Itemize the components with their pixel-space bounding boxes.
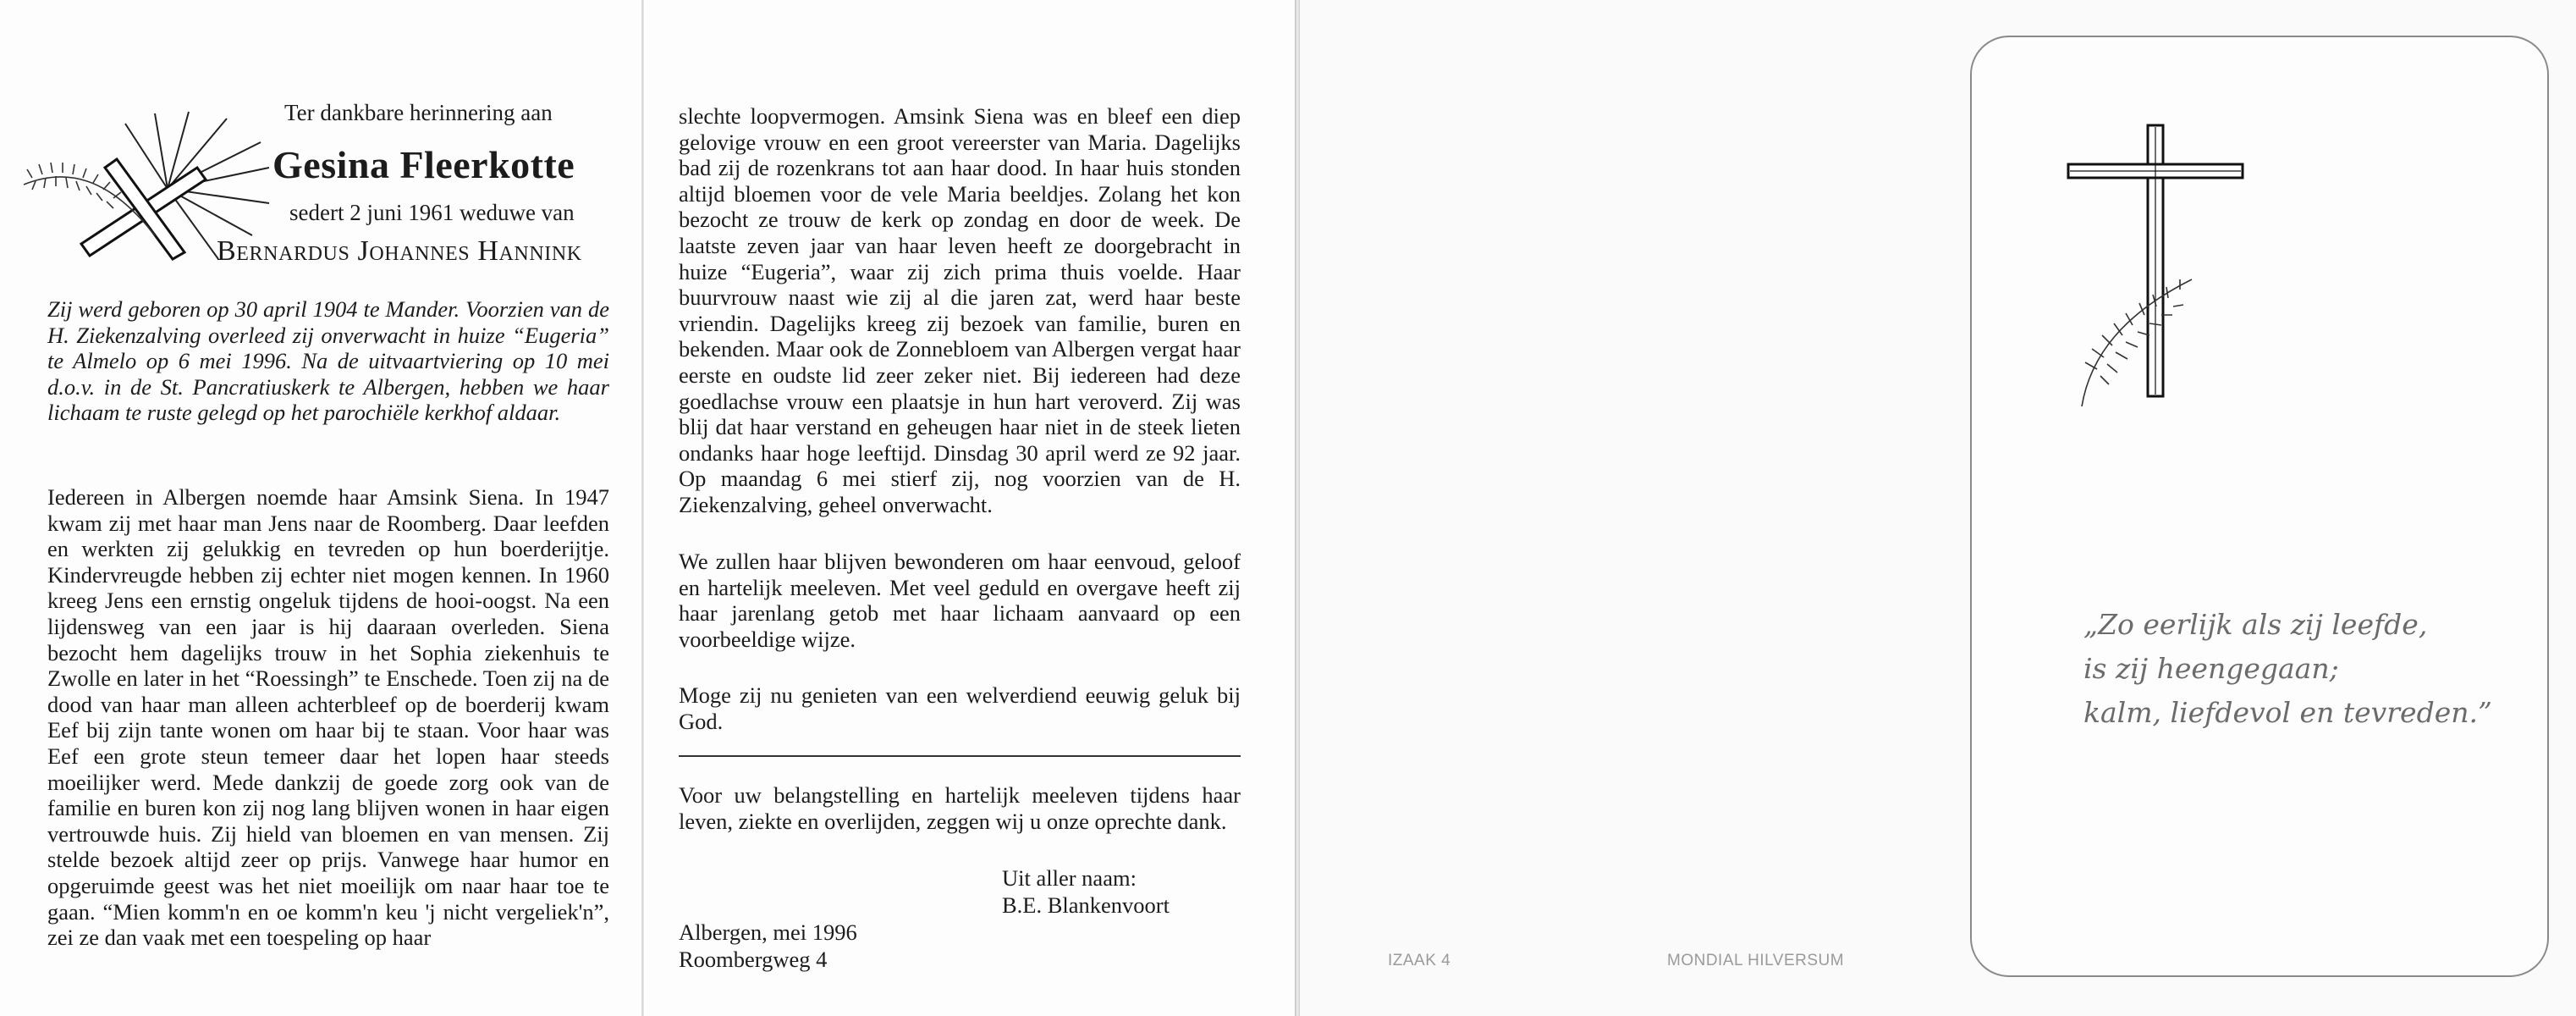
blessing-paragraph: Moge zij nu genieten van een welverdiend eeuwig geluk bij God. (679, 682, 1241, 734)
cross-with-palm-icon (2056, 119, 2251, 457)
dedication-line: Ter dankbare herinnering aan (284, 100, 553, 125)
place-date: Albergen, mei 1996 (679, 919, 857, 945)
print-code: IZAAK 4 (1388, 952, 1451, 969)
deceased-name: Gesina Fleerkotte (272, 143, 575, 186)
verse-line-2: is zij heengegaan; (2083, 652, 2339, 685)
memorial-verse (2083, 603, 2492, 735)
thanks-paragraph: Voor uw belangstelling en hartelijk meeleven tijdens haar leven, ziekte en overlijden, zeggen wij u onze oprechte dank. (679, 782, 1241, 834)
signature-label: Uit aller naam: (1002, 865, 1137, 891)
biography-column-2: slechte loopvermogen. Amsink Siena was en bleef een diep gelovige vrouw en een groot vereerster van Maria. Dagelijks bad zij de rozenkrans tot aan haar dood. In haar huis stonden altijd bloemen voor de vele Maria beeldjes. Zolang het kon bezocht ze trouw de kerk op zondag en door de week. De laatste zeven jaar van haar leven heeft ze doorgebracht in huize “Eugeria”, waar zij zich prima thuis voelde. Haar buurvrouw naast wie zij al die jaren zat, werd haar beste vriendin. Dagelijks kreeg zij bezoek van familie, buren en bekenden. Maar ook de Zonnebloem van Albergen vergat haar eerste en oudste lid zeer zeker niet. Bij iedereen had deze goedlachse vrouw een plaatsje in hun hart veroverd. Zij was blij dat haar verstand en geheugen haar niet in de steek lieten ondanks haar hoge leeftijd. Dinsdag 30 april werd ze 92 jaar. Op maandag 6 mei stierf zij, nog voorzien van de H. Ziekenzalving, geheel onverwacht. (679, 103, 1241, 517)
biography-column-1: Iedereen in Albergen noemde haar Amsink Siena. In 1947 kwam zij met haar man Jens naar de Roomberg. Daar leefden en werkten zij gelukkig en tevreden op hun boerderijtje. Kindervreugde hebben zij echter niet mogen kennen. In 1960 kreeg Jens een ernstig ongeluk tijdens de hooi-oogst. Na een lijdensweg van een jaar is hij daaraan overleden. Siena bezocht hem dagelijks trouw in het Sophia ziekenhuis te Zwolle en later in het “Roessingh” te Enschede. Toen zij na de dood van haar man alleen achterbleef op de boerderij kwam Eef bij zijn tante wonen om haar bij te staan. Voor haar was Eef een grote steun temeer daar het lopen haar steeds moeilijker werd. Mede dankzij de goede zorg ook van de familie en buren kon zij nog lang blijven wonen in haar eigen vertrouwde huis. Zij hield van bloemen en van mensen. Zij stelde bezoek altijd zeer op prijs. Vanwege haar humor en opgeruimde geest was het niet moeilijk om naar haar toe te gaan. “Mien komm'n en oe komm'n keu 'j nicht vergeliek'n”, zei ze dan vaak met een toespeling op haar (47, 484, 609, 951)
signature-name: B.E. Blankenvoort (1002, 892, 1170, 918)
verse-line-1: „Zo eerlijk als zij leefde, (2083, 608, 2428, 641)
husband-name: Bernardus Johannes Hannink (217, 235, 582, 267)
admiration-paragraph: We zullen haar blijven bewonderen om haar eenvoud, geloof en hartelijk meeleven. Met veel geduld en overgave heeft zij haar jarenlang getob met haar lichaam aanvaard op een voorbeeldige wijze. (679, 549, 1241, 652)
biography-intro: Zij werd geboren op 30 april 1904 te Mander. Voorzien van de H. Ziekenzalving overleed zij onverwacht in huize “Eugeria” te Almelo op 6 mei 1996. Na de uitvaartviering op 10 mei d.o.v. in de St. Pancratiuskerk te Albergen, hebben we haar lichaam te ruste gelegd op het parochiële kerkhof aldaar. (47, 296, 609, 426)
verse-line-3: kalm, liefdevol en tevreden.” (2083, 696, 2492, 729)
widow-since-line: sedert 2 juni 1961 weduwe van (289, 200, 575, 225)
divider-line (679, 755, 1241, 757)
address: Roombergweg 4 (679, 947, 828, 972)
printer-name: MONDIAL HILVERSUM (1667, 952, 1845, 969)
